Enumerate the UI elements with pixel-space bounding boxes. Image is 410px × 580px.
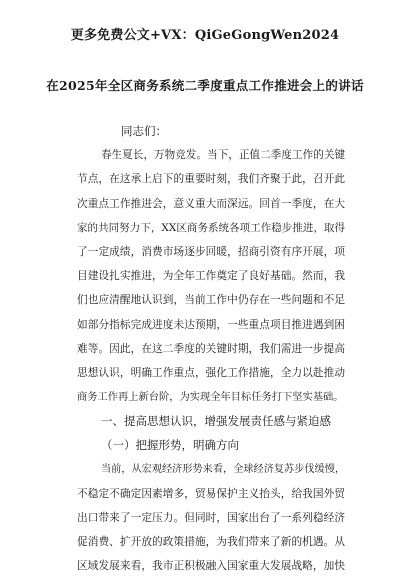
paragraph-line: 区域发展来看，我市正积极融入国家重大发展战略，加快	[77, 559, 345, 573]
paragraph-line: 节点，在这承上启下的重要时刻，我们齐聚于此，召开此	[77, 172, 345, 186]
paragraph-line: 如部分指标完成进度未达预期，一些重点项目推进遇到困	[77, 317, 345, 331]
paragraph-line: 思想认识，明确工作重点，强化工作措施，全力以赴推动	[77, 365, 345, 379]
paragraph-line: 促消费、扩开放的政策措施，为我们带来了新的机遇。从	[77, 535, 345, 549]
paragraph-line: 出口带来了一定压力。但同时，国家出台了一系列稳经济	[77, 511, 345, 524]
paragraph-line: 了一定成绩，消费市场逐步回暖，招商引资有序开展，项	[77, 244, 345, 258]
paragraph-line: 们也应清醒地认识到，当前工作中仍存在一些问题和不足	[77, 293, 345, 307]
salutation: 同志们：	[121, 124, 167, 138]
paragraph-line: 难等。因此，在这二季度的关键时期，我们需进一步提高	[77, 341, 345, 355]
paragraph-line: 目建设扎实推进，为全年工作奠定了良好基础。然而，我	[77, 269, 345, 283]
paragraph-line: 不稳定不确定因素增多，贸易保护主义抬头，给我国外贸	[77, 486, 345, 500]
promo-header: 更多免费公文+VX：QiGeGongWen2024	[70, 28, 340, 43]
speech-title: 在2025年全区商务系统二季度重点工作推进会上的讲话	[46, 78, 364, 93]
section-heading: 一、提高思想认识，增强发展责任感与紧迫感	[101, 414, 331, 429]
paragraph-line: 当前，从宏观经济形势来看，全球经济复苏步伐缓慢，	[101, 463, 345, 475]
paragraph-line: 商务工作再上新台阶，为实现全年目标任务打下坚实基础。	[77, 391, 344, 404]
paragraph-line: 春生夏长，万物竞发。当下，正值二季度工作的关键	[101, 149, 345, 162]
paragraph-line: 次重点工作推进会，意义重大而深远。回首一季度，在大	[77, 196, 345, 210]
document-body	[77, 119, 345, 579]
subsection-heading: （一）把握形势，明确方向	[101, 438, 239, 453]
paragraph-line: 家的共同努力下，XX区商务系统各项工作稳步推进，取得	[77, 221, 345, 234]
